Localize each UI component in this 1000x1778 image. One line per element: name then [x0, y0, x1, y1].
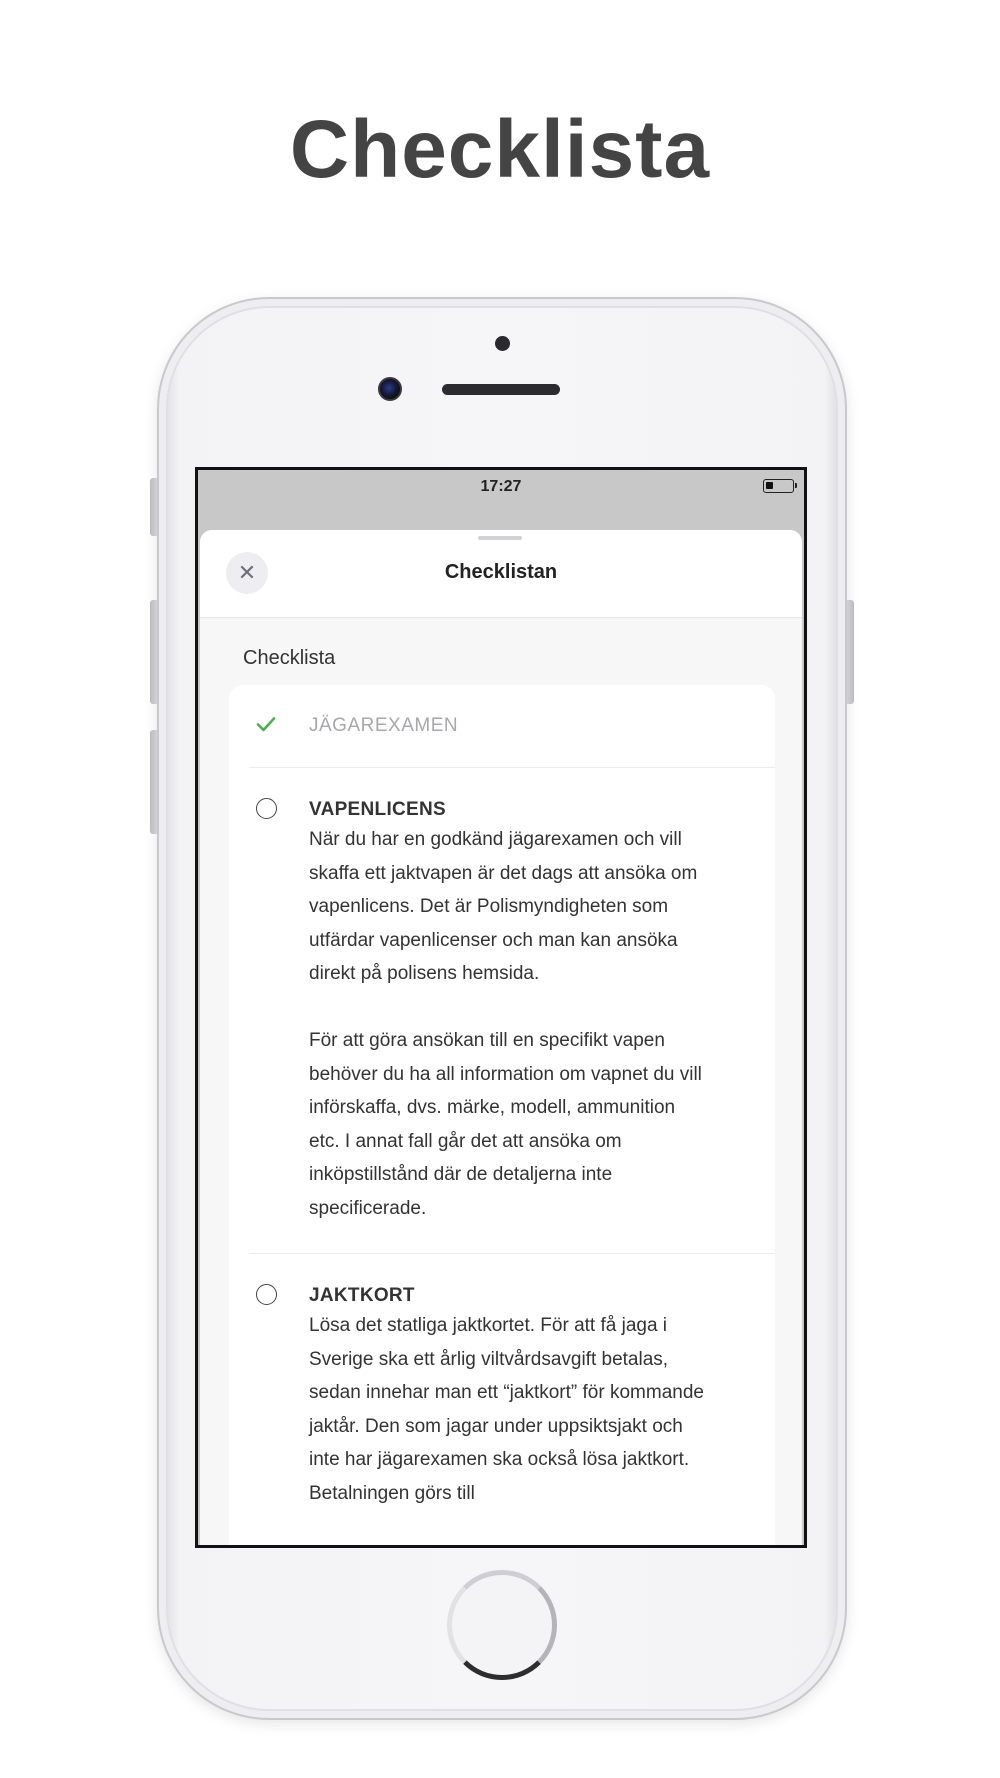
battery-level: [766, 482, 773, 489]
checklist-item-vapenlicens[interactable]: [229, 768, 775, 1253]
front-camera-icon: [378, 377, 402, 401]
sheet-grabber[interactable]: [478, 536, 522, 540]
status-bar: [198, 470, 804, 500]
radio-unchecked-icon[interactable]: [256, 1284, 277, 1305]
sheet-title: Checklistan: [444, 561, 558, 583]
phone-screen: [195, 467, 807, 1548]
close-button[interactable]: ✕: [226, 552, 268, 594]
item-title: VAPENLICENS: [309, 799, 447, 820]
checkmark-icon: [254, 712, 278, 736]
promo-title: Checklista: [289, 104, 711, 195]
checklist-item-jaktkort[interactable]: [229, 1254, 775, 1538]
checklist-card: [229, 685, 775, 1548]
radio-unchecked-icon[interactable]: [256, 798, 277, 819]
checklist-item-jagarexamen[interactable]: [229, 685, 775, 767]
home-button[interactable]: [447, 1570, 557, 1680]
status-time: 17:27: [480, 478, 522, 495]
sheet-header: [200, 530, 802, 618]
battery-icon: [763, 479, 794, 493]
proximity-sensor: [495, 336, 510, 351]
item-title: JÄGAREXAMEN: [309, 715, 459, 736]
checklist-sheet: [200, 530, 802, 1548]
earpiece-speaker: [442, 384, 560, 395]
item-title: JAKTKORT: [309, 1285, 415, 1306]
section-label: Checklista: [243, 647, 336, 669]
item-description: Lösa det statliga jaktkortet. För att få jaga i Sverige ska ett årlig viltvårdsavgift betalas, sedan innehar man ett “jaktkort” för kommande jaktår. Den som jagar under uppsiktsjakt och inte har jägarexamen ska också lösa jaktkort. Betalningen görs till: [309, 1315, 704, 1504]
item-description: När du har en godkänd jägarexamen och vill skaffa ett jaktvapen är det dags att ansöka om vapenlicens. Det är Polismyndigheten som utfärdar vapenlicenser och man kan ansöka direkt på polisens hemsida. För att göra ansökan till en specifikt vapen behöver du ha all information om vapnet du vill införskaffa, dvs. märke, modell, ammunition etc. I annat fall går det att ansöka om inköpstillstånd där de detaljerna inte specificerade.: [309, 829, 702, 1219]
